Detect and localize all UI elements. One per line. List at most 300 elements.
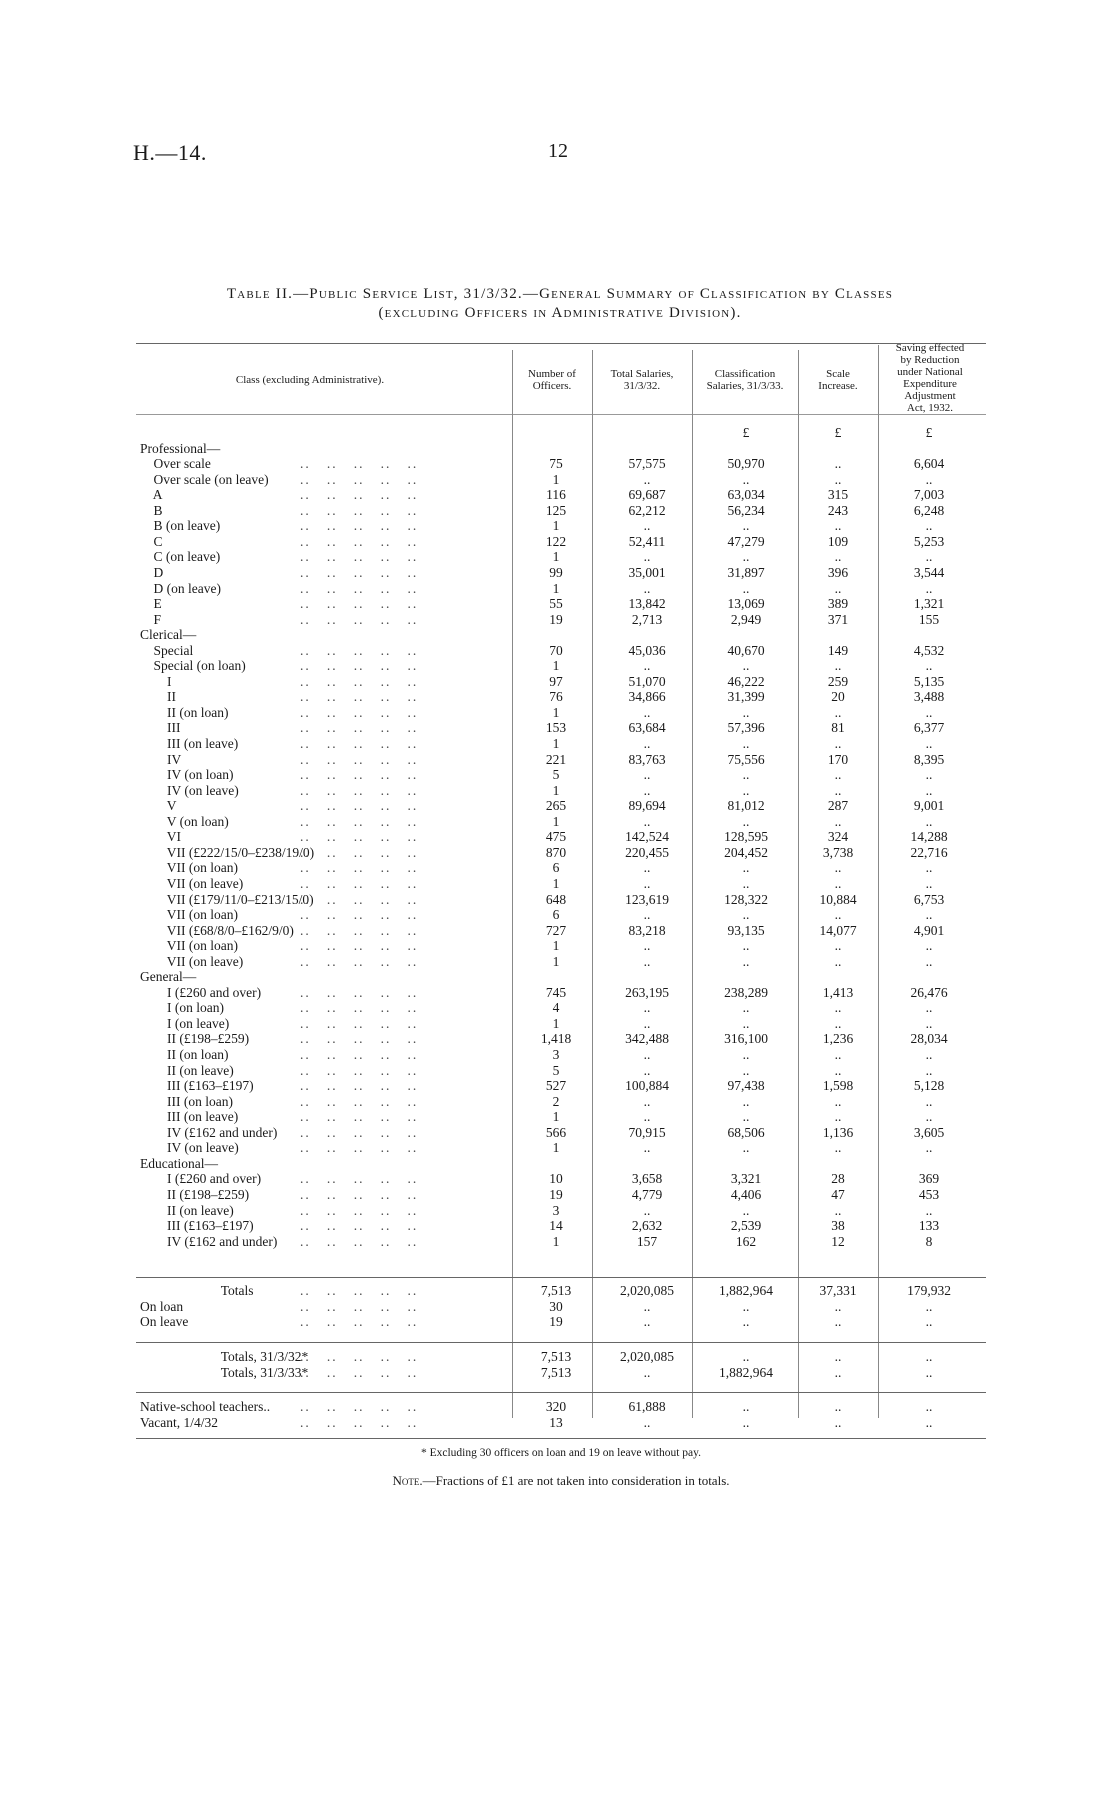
cell-col-2: .. (643, 782, 651, 798)
cell-col-5: 179,932 (907, 1283, 951, 1298)
table-row (0, 829, 1114, 845)
cell-col-2: .. (643, 1364, 651, 1380)
cell-col-1: 1 (552, 782, 560, 798)
leader-dots: .. .. .. .. .. (300, 1283, 419, 1298)
cell-col-2: .. (643, 1314, 651, 1329)
cell-col-1: 3 (552, 1202, 560, 1218)
cell-col-4: .. (834, 1062, 842, 1078)
leader-dots: .. .. .. .. .. (300, 767, 419, 783)
leader-dots: .. .. .. .. .. (300, 798, 419, 814)
table-row (0, 1078, 1114, 1094)
cell-col-5: .. (925, 1140, 933, 1156)
footnote: * Excluding 30 officers on loan and 19 on leave without pay. (420, 1447, 702, 1459)
cell-col-1: 116 (546, 487, 566, 503)
table-row (0, 487, 1114, 503)
cell-col-5: .. (925, 782, 933, 798)
cell-col-5: .. (925, 471, 933, 487)
cell-col-1: 7,513 (540, 1364, 572, 1380)
cell-col-3: .. (742, 782, 750, 798)
col-head-officers-l2: Officers. (532, 380, 572, 392)
cell-col-5: .. (925, 736, 933, 751)
cell-col-3: .. (742, 1000, 750, 1016)
leader-dots: .. .. .. .. .. (300, 891, 419, 907)
cell-col-1: 1 (552, 1015, 560, 1031)
row-label: B (140, 502, 163, 518)
table-row (0, 1299, 1114, 1315)
cell-col-3: 57,396 (727, 720, 765, 736)
cell-col-2: 57,575 (628, 456, 666, 472)
cell-col-2: 2,632 (631, 1218, 663, 1234)
cell-col-5: .. (925, 1399, 933, 1414)
cell-col-2: .. (643, 767, 651, 783)
cell-col-1: 648 (545, 891, 567, 907)
leader-dots: .. .. .. .. .. (300, 502, 419, 518)
col-head-salaries-l1: Total Salaries, (610, 368, 674, 380)
cell-col-5: 9,001 (913, 798, 945, 814)
row-label: II (140, 689, 176, 705)
row-label: On leave (140, 1314, 189, 1329)
cell-col-2: 45,036 (628, 642, 666, 658)
table-row (0, 1218, 1114, 1234)
cell-col-5: .. (925, 1298, 933, 1314)
cell-col-5: 1,321 (913, 596, 945, 612)
cell-col-4: .. (834, 938, 842, 954)
row-label: A (140, 487, 163, 503)
row-label: II (on leave) (140, 1202, 234, 1218)
cell-col-2: 52,411 (628, 533, 666, 549)
cell-col-1: 1 (552, 953, 560, 969)
table-row (0, 923, 1114, 939)
table-row (0, 1031, 1114, 1047)
extra-rule (136, 1392, 986, 1393)
cell-col-5: 6,604 (913, 456, 945, 472)
cell-col-1: 1 (552, 518, 560, 534)
cell-col-2: 62,212 (628, 502, 666, 518)
cell-col-5: .. (925, 907, 933, 923)
cell-col-3: .. (742, 736, 750, 751)
cell-col-3: 75,556 (727, 751, 765, 767)
cell-col-2: 34,866 (628, 689, 666, 705)
cell-col-4: .. (834, 518, 842, 534)
cell-col-1: 1 (552, 736, 560, 751)
table-row (0, 720, 1114, 736)
table-row (0, 425, 1114, 441)
cell-col-1: 6 (552, 860, 560, 876)
cell-col-4: .. (834, 875, 842, 891)
row-label: I (140, 673, 172, 689)
cell-col-2: .. (643, 518, 651, 534)
cell-col-3: 63,034 (727, 487, 765, 503)
cell-col-3: .. (742, 1093, 750, 1109)
cell-col-3: .. (742, 580, 750, 596)
cell-col-5: 4,532 (913, 642, 945, 658)
cell-col-3: 93,135 (727, 922, 765, 938)
cell-col-1: 2 (552, 1093, 560, 1109)
totals-rule (136, 1277, 986, 1278)
cell-col-3: .. (742, 1140, 750, 1156)
leader-dots: .. .. .. .. .. (300, 720, 419, 736)
col-head-scale (798, 368, 878, 392)
table-row (0, 860, 1114, 876)
table-row (0, 876, 1114, 892)
cell-col-4: .. (834, 1000, 842, 1016)
cell-col-4: 12 (831, 1233, 845, 1249)
cell-col-2: 100,884 (625, 1078, 669, 1094)
table-row (0, 1415, 1114, 1431)
cell-col-5: .. (925, 1015, 933, 1031)
row-label: Native-school teachers.. (140, 1399, 271, 1414)
cell-col-4: .. (834, 1314, 842, 1329)
cell-col-1: 75 (549, 456, 563, 472)
leader-dots: .. .. .. .. .. (300, 580, 419, 596)
row-label: Over scale (on leave) (140, 471, 269, 487)
row-label: VII (on leave) (140, 875, 244, 891)
leader-dots: .. .. .. .. .. (300, 564, 419, 580)
cell-col-3: 1,882,964 (719, 1283, 773, 1298)
cell-col-1: 221 (545, 751, 567, 767)
leader-dots: .. .. .. .. .. (300, 1218, 419, 1234)
cell-col-1: 19 (549, 1186, 563, 1202)
cell-col-3: 31,399 (727, 689, 765, 705)
leader-dots: .. .. .. .. .. (300, 658, 419, 674)
cell-col-5: 7,003 (913, 487, 945, 503)
cell-col-5: 155 (918, 611, 940, 627)
totals2-rule (136, 1342, 986, 1343)
row-label: VII (£222/15/0–£238/19/0) (140, 844, 315, 860)
cell-col-1: 10 (549, 1171, 563, 1187)
leader-dots: .. .. .. .. .. (300, 1062, 419, 1078)
table-row (0, 1349, 1114, 1365)
cell-col-5: 5,128 (913, 1078, 945, 1094)
table-row (0, 1016, 1114, 1032)
row-label: Clerical— (140, 627, 197, 643)
table-row (0, 705, 1114, 721)
row-label: Totals, 31/3/32* (140, 1349, 309, 1364)
cell-col-1: 475 (545, 829, 567, 845)
cell-col-1: 3 (552, 1047, 560, 1062)
cell-col-5: .. (925, 1047, 933, 1062)
row-label: V (on loan) (140, 813, 229, 829)
cell-col-4: 1,236 (822, 1031, 854, 1047)
cell-col-3: .. (742, 767, 750, 783)
cell-col-1: 1 (552, 658, 560, 674)
cell-col-3: .. (742, 1298, 750, 1314)
cell-col-4: 1,598 (822, 1078, 854, 1094)
row-label: I (£260 and over) (140, 1171, 262, 1187)
row-label: C (140, 533, 163, 549)
cell-col-1: 13 (549, 1414, 563, 1430)
cell-col-2: 2,020,085 (620, 1349, 674, 1364)
cell-col-4: 10,884 (819, 891, 857, 907)
table-row (0, 1156, 1114, 1172)
table-row (0, 969, 1114, 985)
table-row (0, 689, 1114, 705)
cell-col-1: 1 (552, 549, 560, 565)
cell-col-4: .. (834, 953, 842, 969)
cell-col-4: 396 (827, 564, 849, 580)
leader-dots: .. .. .. .. .. (300, 1202, 419, 1218)
cell-col-1: 153 (545, 720, 567, 736)
cell-col-2: .. (643, 736, 651, 751)
cell-col-4: 259 (827, 673, 849, 689)
leader-dots: .. .. .. .. .. (300, 1399, 419, 1414)
leader-dots: .. .. .. .. .. (300, 875, 419, 891)
cell-col-4: .. (834, 471, 842, 487)
cell-col-3: 316,100 (724, 1031, 768, 1047)
cell-col-4: .. (834, 456, 842, 472)
table-row (0, 581, 1114, 597)
cell-col-2: 2,020,085 (620, 1283, 674, 1298)
cell-col-3: 31,897 (727, 564, 765, 580)
row-label: Professional— (140, 440, 221, 456)
cell-col-5: 5,253 (913, 533, 945, 549)
cell-col-3: 4,406 (730, 1186, 762, 1202)
cell-col-2: .. (643, 907, 651, 923)
table-row (0, 596, 1114, 612)
cell-col-3: .. (742, 953, 750, 969)
table-title-line-1: Table II.—Public Service List, 31/3/32.—General Summary of Classification by Classes (226, 286, 894, 302)
cell-col-3: .. (742, 907, 750, 923)
cell-col-1: 19 (549, 611, 563, 627)
cell-col-5: 453 (918, 1186, 940, 1202)
cell-col-2: .. (643, 1093, 651, 1109)
table-row (0, 814, 1114, 830)
cell-col-1: 870 (545, 844, 567, 860)
cell-col-5: 4,901 (913, 922, 945, 938)
cell-col-5: 8 (925, 1233, 933, 1249)
cell-col-1: 527 (545, 1078, 567, 1094)
cell-col-1: 320 (545, 1399, 567, 1414)
note-text: —Fractions of £1 are not taken into consideration in totals. (422, 1473, 730, 1488)
leader-dots: .. .. .. .. .. (300, 844, 419, 860)
cell-col-1: 1,418 (540, 1031, 572, 1047)
cell-col-1: 1 (552, 704, 560, 720)
col-head-saving-l5: Adjustment (904, 390, 956, 402)
cell-col-4: .. (834, 1015, 842, 1031)
table-row (0, 565, 1114, 581)
cell-col-5: .. (925, 658, 933, 674)
cell-col-4: .. (834, 860, 842, 876)
cell-col-4: 243 (827, 502, 849, 518)
cell-col-2: .. (643, 1000, 651, 1016)
leader-dots: .. .. .. .. .. (300, 813, 419, 829)
cell-col-3: 238,289 (724, 984, 768, 1000)
table-row (0, 1365, 1114, 1381)
cell-col-4: 371 (827, 611, 849, 627)
cell-col-4: 389 (827, 596, 849, 612)
row-label: VII (on leave) (140, 953, 244, 969)
cell-col-4: 20 (831, 689, 845, 705)
row-label: D (140, 564, 164, 580)
cell-col-3: 204,452 (724, 844, 768, 860)
leader-dots: .. .. .. .. .. (300, 984, 419, 1000)
row-label: IV (on leave) (140, 1140, 239, 1156)
table-title-line-2: (excluding Officers in Administrative Division). (378, 305, 742, 321)
cell-col-2: 157 (636, 1233, 658, 1249)
cell-col-4: .. (834, 736, 842, 751)
cell-col-2: .. (643, 658, 651, 674)
table-row (0, 892, 1114, 908)
cell-col-1: 30 (549, 1298, 563, 1314)
row-label: III (on leave) (140, 1109, 239, 1125)
cell-col-2: .. (643, 813, 651, 829)
row-label: IV (on leave) (140, 782, 239, 798)
cell-col-1: 7,513 (540, 1349, 572, 1364)
cell-col-4: 14,077 (819, 922, 857, 938)
cell-col-2: 61,888 (628, 1399, 666, 1414)
cell-col-5: .. (925, 860, 933, 876)
cell-col-1: 4 (552, 1000, 560, 1016)
cell-col-1: 7,513 (540, 1283, 572, 1298)
table-row (0, 658, 1114, 674)
leader-dots: .. .. .. .. .. (300, 1298, 419, 1314)
cell-col-2: .. (643, 1047, 651, 1062)
cell-col-5: 14,288 (910, 829, 948, 845)
cell-col-3: 56,234 (727, 502, 765, 518)
cell-col-1: 5 (552, 1062, 560, 1078)
table-row (0, 798, 1114, 814)
cell-col-4: 1,413 (822, 984, 854, 1000)
cell-col-3: 2,539 (730, 1218, 762, 1234)
table-row (0, 1171, 1114, 1187)
row-label: General— (140, 969, 197, 985)
table-row (0, 1063, 1114, 1079)
table-row (0, 767, 1114, 783)
col-head-saving-l6: Act, 1932. (906, 402, 954, 414)
cell-col-4: 28 (831, 1171, 845, 1187)
table-row (0, 503, 1114, 519)
cell-col-3: .. (742, 471, 750, 487)
table-row (0, 954, 1114, 970)
cell-col-1: 5 (552, 767, 560, 783)
cell-col-1: 265 (545, 798, 567, 814)
table-row (0, 1399, 1114, 1415)
bottom-rule (136, 1438, 986, 1439)
row-label: B (on leave) (140, 518, 221, 534)
cell-col-3: .. (742, 860, 750, 876)
row-label: I (on leave) (140, 1015, 230, 1031)
cell-col-1: 566 (545, 1124, 567, 1140)
cell-col-5: 369 (918, 1171, 940, 1187)
cell-col-4: £ (834, 425, 842, 440)
cell-col-4: .. (834, 782, 842, 798)
table-row (0, 1094, 1114, 1110)
cell-col-2: 342,488 (625, 1031, 669, 1047)
row-label: Totals (140, 1283, 254, 1298)
table-row (0, 907, 1114, 923)
col-head-saving (878, 342, 982, 414)
row-label: VII (on loan) (140, 860, 238, 876)
cell-col-3: .. (742, 518, 750, 534)
cell-col-3: 50,970 (727, 456, 765, 472)
cell-col-1: 1 (552, 1233, 560, 1249)
table-row (0, 1203, 1114, 1219)
cell-col-5: 5,135 (913, 673, 945, 689)
leader-dots: .. .. .. .. .. (300, 782, 419, 798)
leader-dots: .. .. .. .. .. (300, 549, 419, 565)
cell-col-1: 76 (549, 689, 563, 705)
cell-col-4: 149 (827, 642, 849, 658)
cell-col-5: .. (925, 875, 933, 891)
cell-col-5: 133 (918, 1218, 940, 1234)
cell-col-5: .. (925, 813, 933, 829)
cell-col-2: 3,658 (631, 1171, 663, 1187)
leader-dots: .. .. .. .. .. (300, 1015, 419, 1031)
cell-col-5: 6,248 (913, 502, 945, 518)
table-row (0, 1314, 1114, 1330)
cell-col-3: 46,222 (727, 673, 765, 689)
cell-col-4: 315 (827, 487, 849, 503)
table-row (0, 1234, 1114, 1250)
cell-col-2: 13,842 (628, 596, 666, 612)
row-label: II (on leave) (140, 1062, 234, 1078)
cell-col-1: 727 (545, 922, 567, 938)
cell-col-1: 1 (552, 813, 560, 829)
cell-col-3: .. (742, 1349, 750, 1364)
cell-col-3: 81,012 (727, 798, 765, 814)
col-head-officers-l1: Number of (528, 368, 576, 380)
note-label: Note. (392, 1473, 423, 1488)
cell-col-1: 1 (552, 875, 560, 891)
cell-col-5: 8,395 (913, 751, 945, 767)
row-label: VII (on loan) (140, 907, 238, 923)
col-head-classification (692, 368, 798, 392)
col-head-saving-l1: Saving effected (895, 342, 965, 354)
top-rule (136, 343, 986, 344)
col-head-saving-l2: by Reduction (900, 354, 960, 366)
cell-col-3: .. (742, 704, 750, 720)
cell-col-2: .. (643, 938, 651, 954)
leader-dots: .. .. .. .. .. (300, 953, 419, 969)
cell-col-3: .. (742, 1015, 750, 1031)
cell-col-3: .. (742, 1202, 750, 1218)
col-head-scale-l1: Scale (826, 368, 850, 380)
table-row (0, 1000, 1114, 1016)
table-row (0, 643, 1114, 659)
cell-col-3: 1,882,964 (719, 1364, 773, 1380)
leader-dots: .. .. .. .. .. (300, 1093, 419, 1109)
table-row (0, 783, 1114, 799)
cell-col-5: 3,488 (913, 689, 945, 705)
row-label: III (on loan) (140, 1093, 233, 1109)
cell-col-1: 1 (552, 1140, 560, 1156)
col-head-classif-l1: Classification (714, 368, 776, 380)
col-head-saving-l4: Expenditure (903, 378, 957, 390)
cell-col-4: .. (834, 1093, 842, 1109)
col-head-salaries (592, 368, 692, 392)
leader-dots: .. .. .. .. .. (300, 1186, 419, 1202)
row-label: IV (on loan) (140, 767, 234, 783)
row-label: IV (140, 751, 182, 767)
cell-col-3: 2,949 (730, 611, 762, 627)
cell-col-5: .. (925, 1349, 933, 1364)
cell-col-2: 51,070 (628, 673, 666, 689)
leader-dots: .. .. .. .. .. (300, 487, 419, 503)
cell-col-2: 83,763 (628, 751, 666, 767)
cell-col-4: 324 (827, 829, 849, 845)
note (136, 1473, 986, 1489)
cell-col-1: 1 (552, 471, 560, 487)
cell-col-4: 47 (831, 1186, 845, 1202)
cell-col-2: .. (643, 860, 651, 876)
leader-dots: .. .. .. .. .. (300, 1124, 419, 1140)
leader-dots: .. .. .. .. .. (300, 689, 419, 705)
row-label: III (£163–£197) (140, 1078, 254, 1094)
row-label: VII (£68/8/0–£162/9/0) (140, 922, 294, 938)
table-row (0, 456, 1114, 472)
leader-dots: .. .. .. .. .. (300, 533, 419, 549)
row-label: I (on loan) (140, 1000, 224, 1016)
